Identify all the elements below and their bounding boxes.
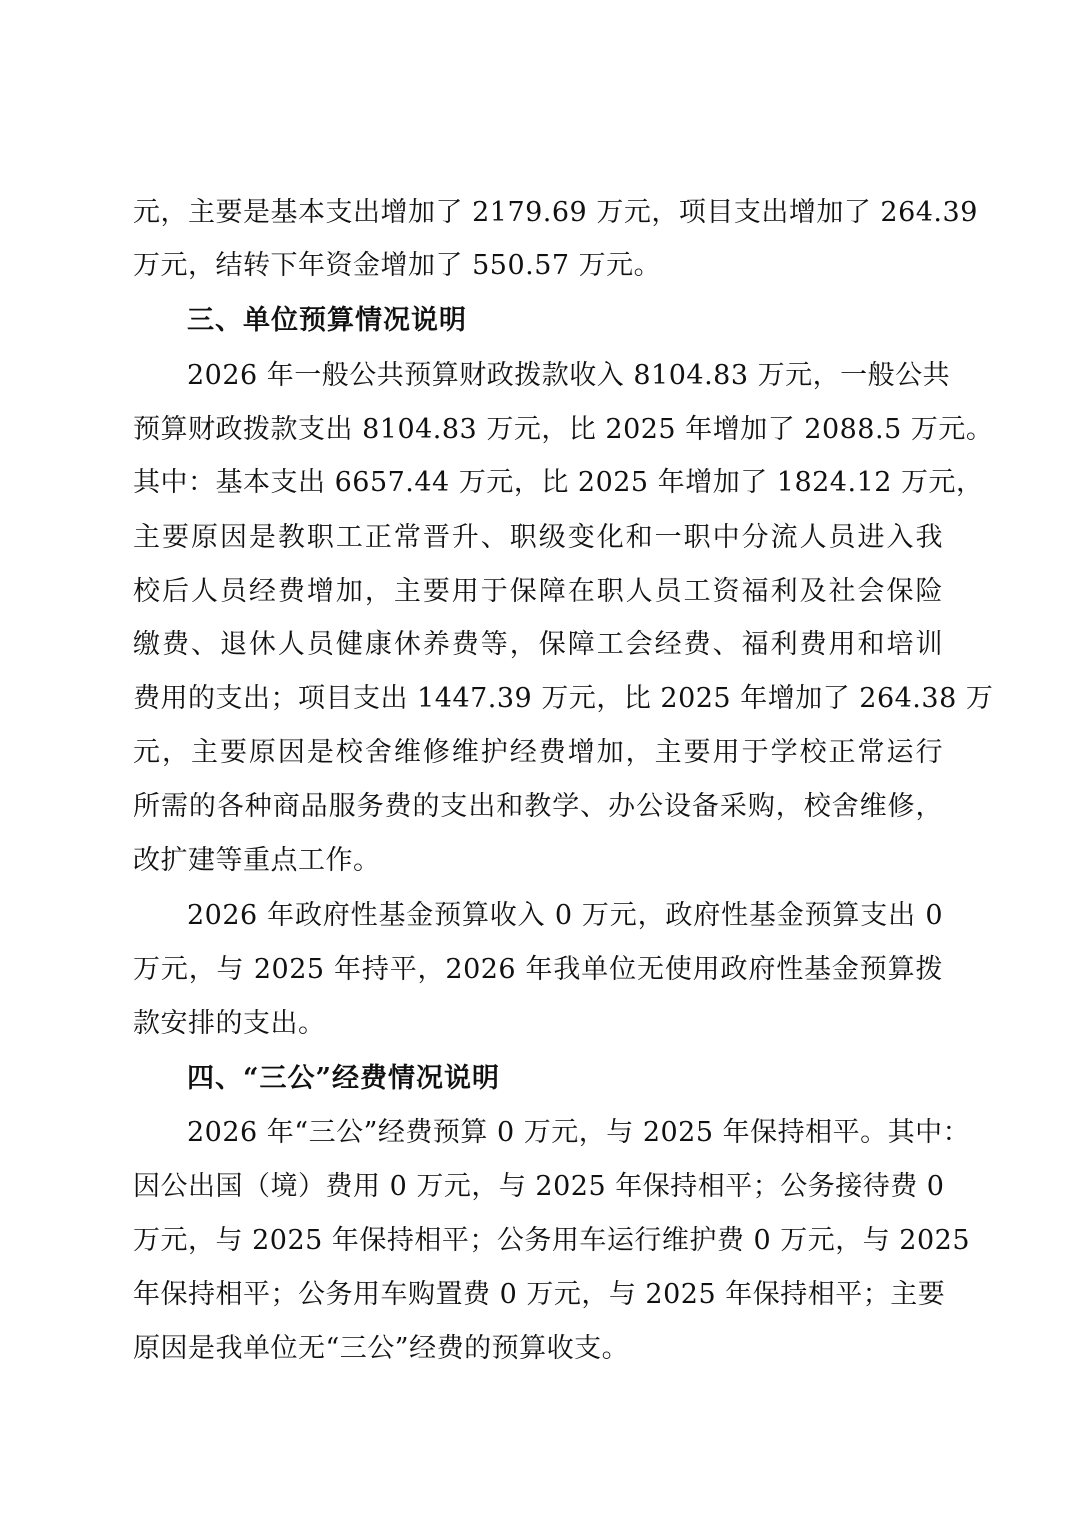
paragraph-line: 其中：基本支出 6657.44 万元，比 2025 年增加了 1824.12 万元，	[133, 467, 984, 498]
section-heading-4: 四、“三公”经费情况说明	[187, 1063, 501, 1094]
paragraph-line: 因公出国（境）费用 0 万元，与 2025 年保持相平；公务接待费 0	[133, 1171, 945, 1202]
paragraph-line: 预算财政拨款支出 8104.83 万元，比 2025 年增加了 2088.5 万元。	[133, 414, 994, 445]
paragraph-line: 款安排的支出。	[133, 1008, 326, 1039]
section-heading-3: 三、单位预算情况说明	[187, 305, 467, 336]
paragraph-line: 2026 年一般公共预算财政拨款收入 8104.83 万元，一般公共	[187, 360, 951, 391]
paragraph-line: 万元，与 2025 年保持相平；公务用车运行维护费 0 万元，与 2025	[133, 1225, 971, 1256]
paragraph-line: 万元，与 2025 年持平，2026 年我单位无使用政府性基金预算拨	[133, 954, 943, 985]
paragraph-line: 校后人员经费增加，主要用于保障在职人员工资福利及社会保险	[133, 576, 943, 607]
paragraph-line: 费用的支出；项目支出 1447.39 万元，比 2025 年增加了 264.38 万	[133, 683, 994, 714]
paragraph-line: 万元，结转下年资金增加了 550.57 万元。	[133, 250, 662, 281]
paragraph-line: 元，主要原因是校舍维修维护经费增加，主要用于学校正常运行	[133, 737, 943, 768]
paragraph-line: 主要原因是教职工正常晋升、职级变化和一职中分流人员进入我	[133, 522, 943, 553]
paragraph-line: 改扩建等重点工作。	[133, 845, 381, 876]
paragraph-line: 原因是我单位无“三公”经费的预算收支。	[133, 1333, 630, 1364]
paragraph-line: 缴费、退休人员健康休养费等，保障工会经费、福利费用和培训	[133, 629, 943, 660]
paragraph-line: 2026 年“三公”经费预算 0 万元，与 2025 年保持相平。其中：	[187, 1117, 971, 1148]
paragraph-line: 年保持相平；公务用车购置费 0 万元，与 2025 年保持相平；主要	[133, 1279, 946, 1310]
paragraph-line: 2026 年政府性基金预算收入 0 万元，政府性基金预算支出 0	[187, 900, 943, 931]
paragraph-line: 元，主要是基本支出增加了 2179.69 万元，项目支出增加了 264.39	[133, 197, 978, 228]
paragraph-line: 所需的各种商品服务费的支出和教学、办公设备采购，校舍维修，	[133, 791, 943, 822]
